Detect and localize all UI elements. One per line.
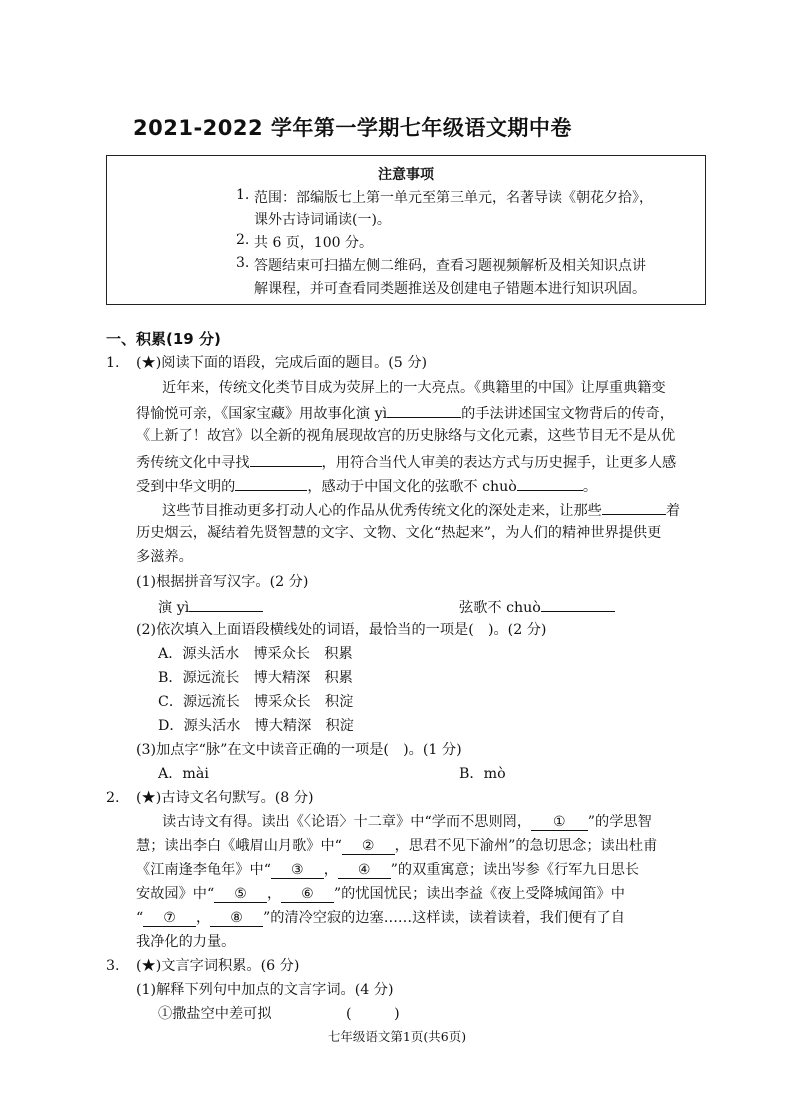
answer-blank[interactable] (541, 596, 615, 612)
q1-stem: (★)阅读下面的语段，完成后面的题目。(5 分) (136, 355, 428, 371)
q1-passage-line: 秀传统文化中寻找 ，用符合当代人审美的表达方式与历史握手，让更多人感 (136, 451, 676, 473)
q2-line: “ ⑦ ， ⑧ ”的清冷空寂的边塞……这样读，读着读着，我们便有了自 (136, 910, 625, 926)
q1-sub1: (1)根据拼音写汉字。(2 分) (136, 574, 309, 590)
q1-option[interactable]: A．源头活水 博采众长 积累 (158, 646, 353, 662)
q1-passage-line: 历史烟云，凝结着先贤智慧的文字、文物、文化“热起来”，为人们的精神世界提供更 (136, 525, 662, 541)
q1-sub1-a: 演 yì (158, 596, 263, 618)
q1-option[interactable]: C．源远流长 博采众长 积淀 (158, 694, 354, 710)
q2-line: 我净化的力量。 (136, 934, 236, 950)
q3-stem: (★)文言字词积累。(6 分) (136, 958, 300, 974)
q1-passage-line: 受到中华文明的 ，感动于中国文化的弦歌不 chuò 。 (136, 475, 597, 497)
q2-line: 慧；读出李白《峨眉山月歌》中“ ② ，思君不见下渝州”的急切思念；读出杜甫 (136, 838, 658, 854)
answer-blank[interactable] (250, 451, 322, 467)
q1-sub2: (2)依次填入上面语段横线处的词语，最恰当的一项是( )。(2 分) (136, 622, 547, 638)
answer-blank-5[interactable]: ⑤ (214, 886, 267, 903)
answer-blank[interactable] (189, 596, 263, 612)
q2-line: 读古诗文有得。读出《〈论语〉十二章》中“学而不思则罔， ① ”的学思智 (162, 814, 652, 830)
q3-number: 3. (106, 958, 120, 974)
answer-blank-2[interactable]: ② (342, 838, 395, 855)
answer-blank[interactable] (602, 499, 666, 515)
page-footer: 七年级语文第1页(共6页) (327, 1029, 467, 1044)
q3-item-1: ①撒盐空中差可拟 (158, 1006, 272, 1022)
answer-blank[interactable] (235, 475, 307, 491)
q2-line: 安故园》中“ ⑤ ， ⑥ ”的忧国忧民；读出李益《夜上受降城闻笛》中 (136, 886, 625, 902)
q1-option[interactable]: A．mài (158, 766, 209, 782)
answer-blank-1[interactable]: ① (531, 814, 588, 831)
q1-passage-line: 这些节目推动更多打动人心的作品从优秀传统文化的深处走来，让那些 着 (162, 499, 680, 521)
section-heading: 一、积累(19 分) (106, 330, 221, 348)
answer-blank-8[interactable]: ⑧ (210, 910, 263, 927)
answer-blank[interactable] (387, 402, 461, 418)
q1-option[interactable]: D．源头活水 博大精深 积淀 (158, 718, 354, 734)
answer-blank-3[interactable]: ③ (271, 862, 324, 879)
q1-sub3: (3)加点字“脉”在文中读音正确的一项是( )。(1 分) (136, 742, 462, 758)
answer-blank-6[interactable]: ⑥ (281, 886, 334, 903)
answer-blank-7[interactable]: ⑦ (143, 910, 196, 927)
q1-passage-line: 得愉悦可亲，《国家宝藏》用故事化演 yì 的手法讲述国宝文物背后的传奇， (136, 402, 674, 424)
q1-passage-line: 多滋养。 (136, 549, 193, 565)
page-title: 2021-2022 学年第一学期七年级语文期中卷 (133, 116, 572, 140)
q1-number: 1. (106, 355, 120, 371)
q1-option[interactable]: B．源远流长 博大精深 积累 (158, 670, 353, 686)
q1-passage-line: 近年来，传统文化类节目成为荧屏上的一大亮点。《典籍里的中国》让厚重典籍变 (162, 380, 666, 396)
q2-number: 2. (106, 790, 120, 806)
q2-stem: (★)古诗文名句默写。(8 分) (136, 790, 314, 806)
answer-blank[interactable] (517, 475, 583, 491)
q1-passage-line: 《上新了！故宫》以全新的视角展现故宫的历史脉络与文化元素，这些节目无不是从优 (136, 428, 676, 444)
notice-heading: 注意事项 (378, 167, 434, 183)
q2-line: 《江南逢李龟年》中“ ③ ， ④ ”的双重寓意；读出岑参《行军九日思长 (136, 862, 640, 878)
answer-blank-4[interactable]: ④ (338, 862, 391, 879)
q3-item-1-answer[interactable]: ( ) (346, 1006, 400, 1022)
q3-sub1: (1)解释下列句中加点的文言字词。(4 分) (136, 982, 394, 998)
q1-option[interactable]: B．mò (459, 766, 506, 782)
q1-sub1-b: 弦歌不 chuò (459, 596, 615, 618)
